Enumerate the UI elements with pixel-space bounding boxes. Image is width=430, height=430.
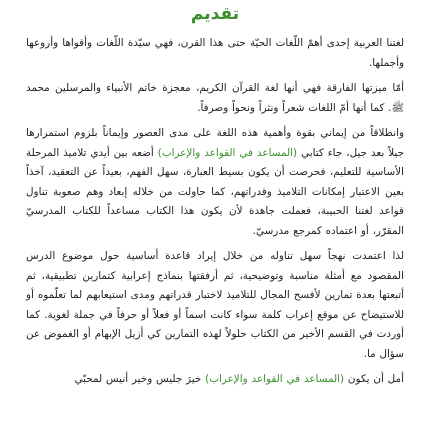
paragraph-3-before: وانطلاقاً من إيماني بقوة وأهمية هذه اللغة على مدى العصور وإيماناً بلزوم استمرارها جيلاً بعد جيل، جاء كتابي bbox=[26, 127, 404, 159]
paragraph-4-text: لذا اعتمدت نهجاً سهل تناوله من خلال إيراد قاعدة أساسية حول موضوع الدرس المقصود مع أمثلة مناسبة وتوضيحية، ثم أرفقتها بنماذج إعرابية كتمارين تطبيقية، ثم أتبعتها بعدة تمارين لأفسح المجال للتلاميذ لاختبار قدراتهم ومدى استيعابهم لما تعلّموه أو للاستيضاح عن موقع إعراب كلمة سواء كانت اسماً أو فعلاً أو حرفاً في جملة لغوية. كما أوردت في القسم الأخير من الكتاب حلولاً لهذه التمارين كي أزيل الإبهام أو الغموض عن سؤال ما. bbox=[26, 250, 404, 360]
paragraph-5 bbox=[26, 370, 404, 390]
paragraph-4 bbox=[26, 247, 404, 364]
paragraph-1 bbox=[26, 34, 404, 73]
page-title: تقديم bbox=[190, 4, 240, 24]
paragraph-5-after: خيرَ جليس وخير أنيس لمحبّي bbox=[74, 373, 206, 385]
paragraph-5-before: أمل أن يكون bbox=[344, 373, 404, 385]
paragraph-2 bbox=[26, 79, 404, 118]
paragraph-1-text: لغتنا العربية إحدى أهمّ اللّغات الحيّة حتى هذا القرن، فهي سيّدة اللّغات وأقواها وأروعها وأجملها. bbox=[26, 37, 404, 69]
book-title-highlight-2: (المساعد في القواعد والإعراب) bbox=[205, 373, 345, 385]
book-title-highlight: (المساعد في القواعد والإعراب) bbox=[157, 146, 298, 159]
paragraph-2-text: أمّا ميزتها الفارقة فهي أنها لغة القرآن الكريم، معجزة خاتم الأنبياء والمرسلين محمد ﷺ. كما أنها أمّ اللغات شعراً ونثراً ونحواً وصرفاً. bbox=[26, 82, 404, 114]
paragraph-3 bbox=[26, 124, 404, 241]
paragraph-3-after: أضعه بين أيدي تلاميذ المرحلة الأساسية للتعليم، فحرصت أن يكون بسيط العبارة، سهل الفهم، بعيداً عن التعقيد، آخذاً بعين الاعتبار إمكانات التلاميذ وقدراتهم، كما حاولت من خلاله إبعاد وهم صعوبة تناول قواعد لغتنا الحبيبة، فعملت جاهدة لأن يكون هذا الكتاب مساعداً للكتاب المدرسيّ المقرّر، أو اعتماده كمرجع مدرسيّ. bbox=[26, 146, 404, 237]
